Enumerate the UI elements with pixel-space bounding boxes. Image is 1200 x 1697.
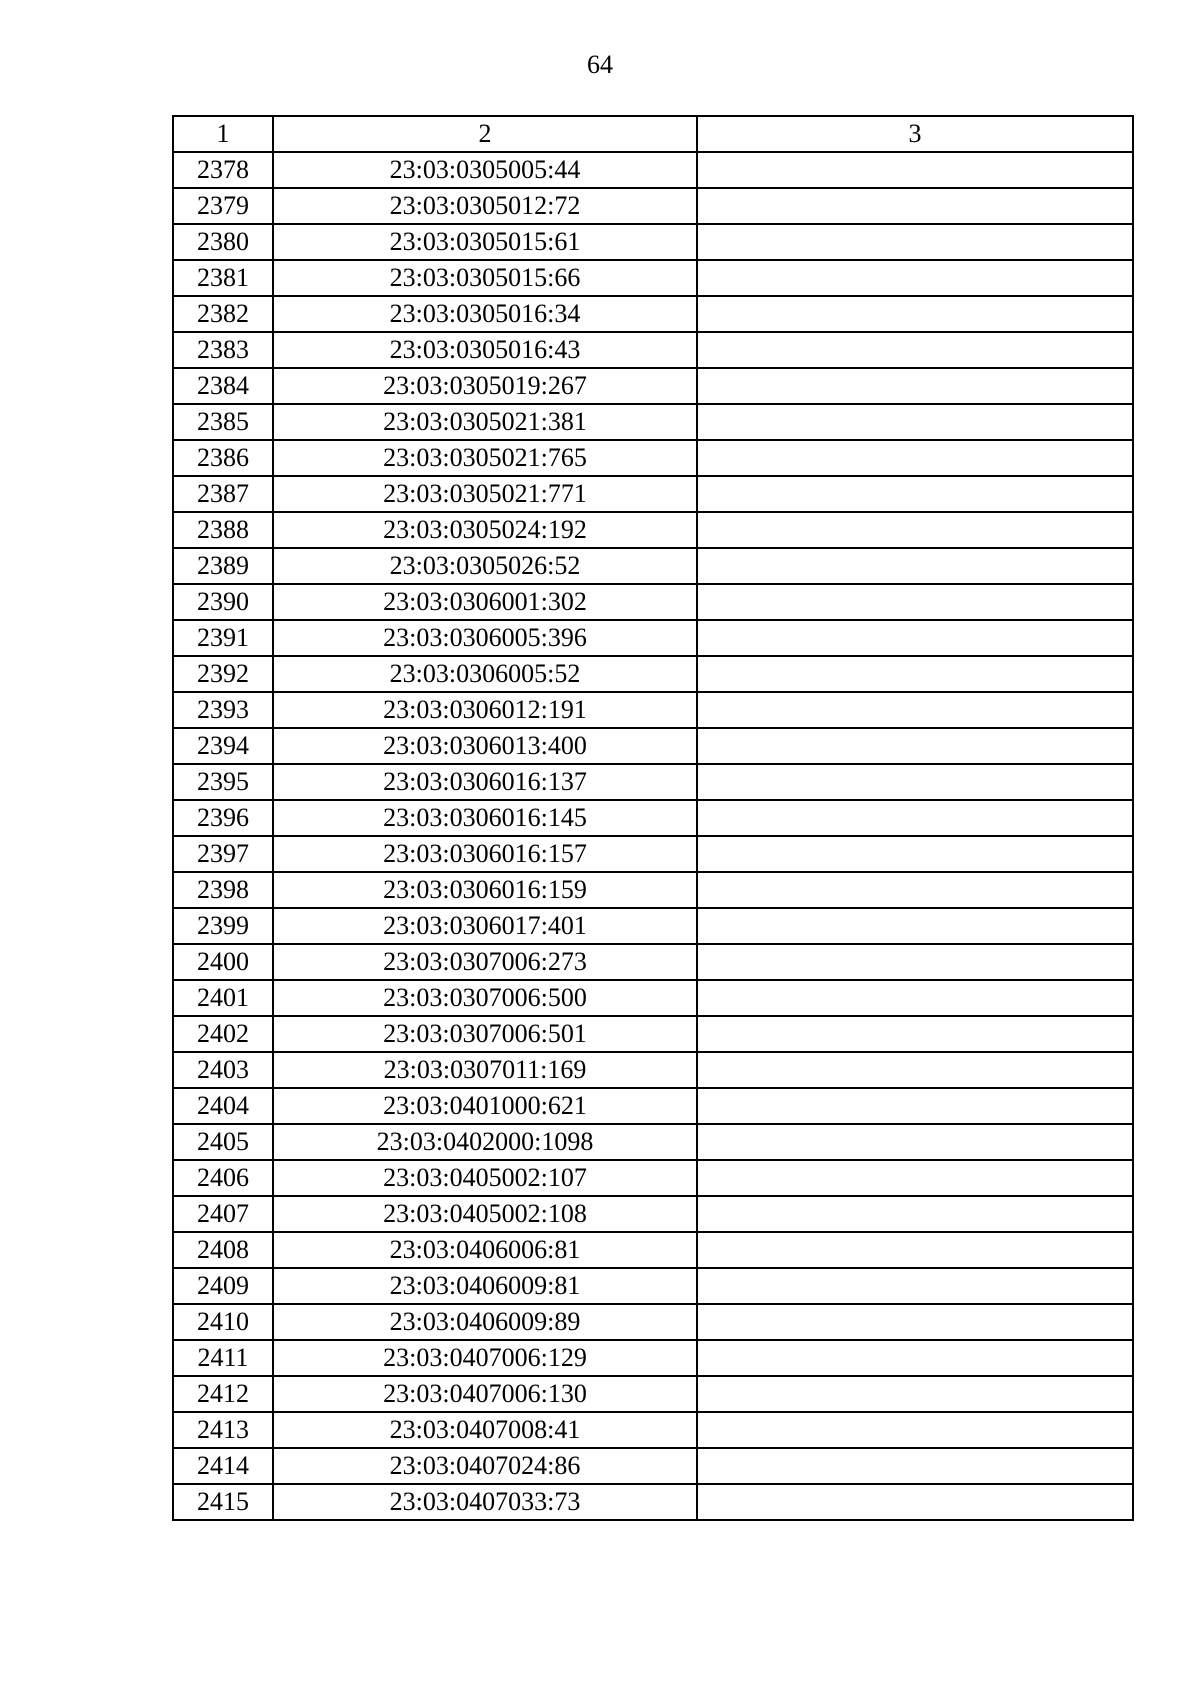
page-number: 64 xyxy=(587,50,613,79)
table-row xyxy=(173,620,1133,656)
row-number-cell: 2404 xyxy=(173,1088,273,1124)
cadastral-number-cell: 23:03:0306016:145 xyxy=(273,800,697,836)
notes-cell xyxy=(697,548,1133,584)
notes-cell xyxy=(697,296,1133,332)
row-number-cell: 2391 xyxy=(173,620,273,656)
row-number-cell: 2406 xyxy=(173,1160,273,1196)
cadastral-number-cell: 23:03:0306016:157 xyxy=(273,836,697,872)
cadastral-number-cell: 23:03:0305021:771 xyxy=(273,476,697,512)
table-row xyxy=(173,728,1133,764)
row-number-cell: 2387 xyxy=(173,476,273,512)
row-number-cell: 2389 xyxy=(173,548,273,584)
notes-cell xyxy=(697,728,1133,764)
cadastral-number-cell: 23:03:0406009:89 xyxy=(273,1304,697,1340)
cadastral-number-cell: 23:03:0406006:81 xyxy=(273,1232,697,1268)
row-number-cell: 2408 xyxy=(173,1232,273,1268)
notes-cell xyxy=(697,908,1133,944)
row-number-cell: 2414 xyxy=(173,1448,273,1484)
table-row xyxy=(173,404,1133,440)
cadastral-number-cell: 23:03:0306012:191 xyxy=(273,692,697,728)
row-number-cell: 2385 xyxy=(173,404,273,440)
cadastral-number-cell: 23:03:0305019:267 xyxy=(273,368,697,404)
notes-cell xyxy=(697,1412,1133,1448)
row-number-cell: 2394 xyxy=(173,728,273,764)
table-row xyxy=(173,908,1133,944)
cadastral-number-cell: 23:03:0407006:130 xyxy=(273,1376,697,1412)
notes-cell xyxy=(697,1304,1133,1340)
cadastral-number-cell: 23:03:0407008:41 xyxy=(273,1412,697,1448)
table-row xyxy=(173,836,1133,872)
notes-cell xyxy=(697,1052,1133,1088)
cadastral-number-cell: 23:03:0306001:302 xyxy=(273,584,697,620)
table-row xyxy=(173,1340,1133,1376)
cadastral-number-cell: 23:03:0307006:501 xyxy=(273,1016,697,1052)
notes-cell xyxy=(697,1484,1133,1520)
row-number-cell: 2392 xyxy=(173,656,273,692)
row-number-cell: 2383 xyxy=(173,332,273,368)
notes-cell xyxy=(697,620,1133,656)
cadastral-number-cell: 23:03:0407006:129 xyxy=(273,1340,697,1376)
table-row xyxy=(173,152,1133,188)
notes-cell xyxy=(697,1160,1133,1196)
notes-cell xyxy=(697,368,1133,404)
row-number-cell: 2386 xyxy=(173,440,273,476)
table-row xyxy=(173,296,1133,332)
cadastral-number-cell: 23:03:0305026:52 xyxy=(273,548,697,584)
cadastral-number-cell: 23:03:0305015:66 xyxy=(273,260,697,296)
row-number-cell: 2398 xyxy=(173,872,273,908)
cadastral-number-cell: 23:03:0305015:61 xyxy=(273,224,697,260)
row-number-cell: 2379 xyxy=(173,188,273,224)
notes-cell xyxy=(697,512,1133,548)
cadastral-number-cell: 23:03:0307011:169 xyxy=(273,1052,697,1088)
table-row xyxy=(173,476,1133,512)
notes-cell xyxy=(697,836,1133,872)
cadastral-number-cell: 23:03:0305021:765 xyxy=(273,440,697,476)
row-number-cell: 2395 xyxy=(173,764,273,800)
notes-cell xyxy=(697,332,1133,368)
row-number-cell: 2410 xyxy=(173,1304,273,1340)
header-cell-col2: 2 xyxy=(273,116,697,152)
notes-cell xyxy=(697,1232,1133,1268)
table-row xyxy=(173,224,1133,260)
table-row xyxy=(173,1448,1133,1484)
cadastral-number-cell: 23:03:0306005:52 xyxy=(273,656,697,692)
row-number-cell: 2381 xyxy=(173,260,273,296)
cadastral-number-cell: 23:03:0306017:401 xyxy=(273,908,697,944)
header-cell-col3: 3 xyxy=(697,116,1133,152)
row-number-cell: 2400 xyxy=(173,944,273,980)
header-cell-col1: 1 xyxy=(173,116,273,152)
notes-cell xyxy=(697,944,1133,980)
cadastral-number-cell: 23:03:0307006:273 xyxy=(273,944,697,980)
notes-cell xyxy=(697,980,1133,1016)
row-number-cell: 2397 xyxy=(173,836,273,872)
cadastral-number-cell: 23:03:0306016:137 xyxy=(273,764,697,800)
table-row xyxy=(173,584,1133,620)
notes-cell xyxy=(697,1268,1133,1304)
notes-cell xyxy=(697,584,1133,620)
notes-cell xyxy=(697,476,1133,512)
cadastral-number-cell: 23:03:0306005:396 xyxy=(273,620,697,656)
table-row xyxy=(173,656,1133,692)
table-row xyxy=(173,368,1133,404)
row-number-cell: 2388 xyxy=(173,512,273,548)
row-number-cell: 2382 xyxy=(173,296,273,332)
table-row xyxy=(173,1412,1133,1448)
table-header xyxy=(173,116,1133,152)
table-row xyxy=(173,764,1133,800)
table-row xyxy=(173,872,1133,908)
cadastral-number-cell: 23:03:0305012:72 xyxy=(273,188,697,224)
cadastral-number-cell: 23:03:0401000:621 xyxy=(273,1088,697,1124)
cadastral-number-cell: 23:03:0305024:192 xyxy=(273,512,697,548)
table-row xyxy=(173,800,1133,836)
cadastral-number-cell: 23:03:0405002:108 xyxy=(273,1196,697,1232)
cadastral-number-cell: 23:03:0407024:86 xyxy=(273,1448,697,1484)
header-row xyxy=(173,116,1133,152)
table-row xyxy=(173,1268,1133,1304)
table-row xyxy=(173,1232,1133,1268)
cadastral-number-cell: 23:03:0306016:159 xyxy=(273,872,697,908)
table-body xyxy=(173,152,1133,1520)
row-number-cell: 2390 xyxy=(173,584,273,620)
notes-cell xyxy=(697,1448,1133,1484)
table-row xyxy=(173,944,1133,980)
notes-cell xyxy=(697,692,1133,728)
row-number-cell: 2412 xyxy=(173,1376,273,1412)
notes-cell xyxy=(697,404,1133,440)
table-row xyxy=(173,1160,1133,1196)
cadastral-number-cell: 23:03:0307006:500 xyxy=(273,980,697,1016)
table-row xyxy=(173,1052,1133,1088)
row-number-cell: 2403 xyxy=(173,1052,273,1088)
row-number-cell: 2415 xyxy=(173,1484,273,1520)
table-row xyxy=(173,1016,1133,1052)
table-row xyxy=(173,1376,1133,1412)
cadastral-number-cell: 23:03:0402000:1098 xyxy=(273,1124,697,1160)
notes-cell xyxy=(697,1088,1133,1124)
notes-cell xyxy=(697,260,1133,296)
cadastral-number-cell: 23:03:0305005:44 xyxy=(273,152,697,188)
cadastral-number-cell: 23:03:0305016:43 xyxy=(273,332,697,368)
notes-cell xyxy=(697,152,1133,188)
cadastral-number-cell: 23:03:0407033:73 xyxy=(273,1484,697,1520)
table-row xyxy=(173,260,1133,296)
notes-cell xyxy=(697,1196,1133,1232)
cadastral-number-cell: 23:03:0306013:400 xyxy=(273,728,697,764)
row-number-cell: 2401 xyxy=(173,980,273,1016)
row-number-cell: 2393 xyxy=(173,692,273,728)
row-number-cell: 2384 xyxy=(173,368,273,404)
notes-cell xyxy=(697,1016,1133,1052)
table-row xyxy=(173,1124,1133,1160)
notes-cell xyxy=(697,800,1133,836)
cadastral-number-cell: 23:03:0406009:81 xyxy=(273,1268,697,1304)
row-number-cell: 2402 xyxy=(173,1016,273,1052)
data-table xyxy=(172,115,1134,1521)
cadastral-number-cell: 23:03:0305021:381 xyxy=(273,404,697,440)
cadastral-number-cell: 23:03:0405002:107 xyxy=(273,1160,697,1196)
table-row xyxy=(173,1484,1133,1520)
notes-cell xyxy=(697,1376,1133,1412)
table-row xyxy=(173,332,1133,368)
row-number-cell: 2378 xyxy=(173,152,273,188)
notes-cell xyxy=(697,872,1133,908)
row-number-cell: 2409 xyxy=(173,1268,273,1304)
row-number-cell: 2399 xyxy=(173,908,273,944)
table-row xyxy=(173,692,1133,728)
row-number-cell: 2411 xyxy=(173,1340,273,1376)
notes-cell xyxy=(697,764,1133,800)
notes-cell xyxy=(697,1340,1133,1376)
notes-cell xyxy=(697,1124,1133,1160)
notes-cell xyxy=(697,656,1133,692)
cadastral-number-cell: 23:03:0305016:34 xyxy=(273,296,697,332)
notes-cell xyxy=(697,188,1133,224)
notes-cell xyxy=(697,224,1133,260)
row-number-cell: 2380 xyxy=(173,224,273,260)
table-row xyxy=(173,188,1133,224)
table-row xyxy=(173,1304,1133,1340)
table-row xyxy=(173,1088,1133,1124)
table-row xyxy=(173,512,1133,548)
row-number-cell: 2413 xyxy=(173,1412,273,1448)
notes-cell xyxy=(697,440,1133,476)
table-row xyxy=(173,440,1133,476)
table-row xyxy=(173,980,1133,1016)
table-row xyxy=(173,548,1133,584)
row-number-cell: 2405 xyxy=(173,1124,273,1160)
row-number-cell: 2396 xyxy=(173,800,273,836)
table-row xyxy=(173,1196,1133,1232)
row-number-cell: 2407 xyxy=(173,1196,273,1232)
